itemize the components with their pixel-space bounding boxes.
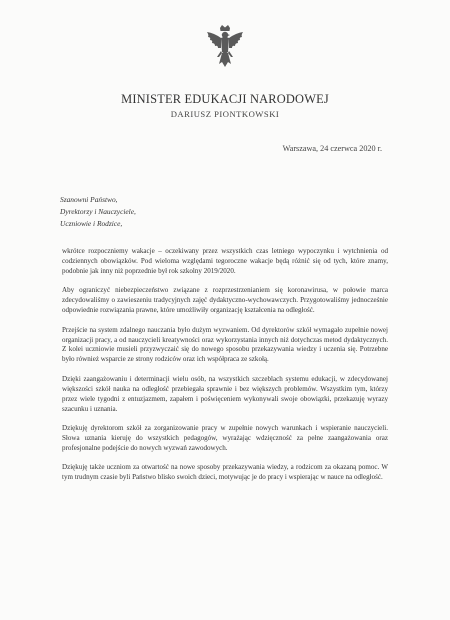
body-paragraph: Dziękuję dyrektorom szkół za zorganizowanie pracy w zupełnie nowych warunkach i wspieranie nauczycieli. Słowa uznania kieruję do wszystkich pedagogów, wyrażając wdzięczność za pełne zaangażowania oraz profesjonalne podejście do nowych wyzwań zawodowych. bbox=[62, 424, 388, 452]
body-paragraph: Dziękuję także uczniom za otwartość na nowe sposoby przekazywania wiedzy, a rodzicom za okazaną pomoc. W tym trudnym czasie byli Państwo blisko swoich dzieci, motywując je do pracy i wspierając w nauce na odległość. bbox=[62, 463, 388, 482]
body-paragraph: wkrótce rozpoczniemy wakacje – oczekiwany przez wszystkich czas letniego wypoczynku i wytchnienia od codziennych obowiązków. Pod wieloma względami tegoroczne wakacje będą różnić się od tych, które znamy, podobnie jak inny niż poprzednie był rok szkolny 2019/2020. bbox=[62, 247, 388, 275]
salutation-line: Dyrektorzy i Nauczyciele, bbox=[60, 207, 136, 216]
minister-name: DARIUSZ PIONTKOWSKI bbox=[170, 109, 280, 119]
letter-date: Warszawa, 24 czerwca 2020 r. bbox=[282, 144, 382, 153]
minister-title: MINISTER EDUKACJI NARODOWEJ bbox=[121, 92, 329, 106]
body-paragraph: Dzięki zaangażowaniu i determinacji wielu osób, na wszystkich szczeblach systemu edukacji, w zdecydowanej większości szkół nauka na odległość przebiegała sprawnie i bez większych problemów. Wszystkim tym, którzy przez wiele tygodni z entuzjazmem, zapałem i poświęceniem wykonywali swoje obowiązki, przekazuję wyrazy szacunku i uznania. bbox=[62, 374, 388, 413]
salutation-line: Uczniowie i Rodzice, bbox=[60, 219, 123, 228]
letter-body bbox=[62, 247, 388, 493]
salutation-line: Szanowni Państwo, bbox=[60, 195, 118, 204]
body-paragraph: Aby ograniczyć niebezpieczeństwo związane z rozprzestrzenianiem się koronawirusa, w połowie marca zdecydowaliśmy o zawieszeniu tradycyjnych zajęć dydaktyczno-wychowawczych. Przygotowaliśmy jednocześnie odpowiednie rozwiązania prawne, które umożliwiły organizację kształcenia na odległość. bbox=[62, 286, 388, 315]
salutation bbox=[60, 194, 260, 230]
body-paragraph: Przejście na system zdalnego nauczania było dużym wyzwaniem. Od dyrektorów szkół wymagało zupełnie nowej organizacji pracy, a od nauczycieli kreatywności oraz wykorzystania innych niż dotychczas metod dydaktycznych. Z kolei uczniowie musieli przyzwyczaić się do nowego sposobu przekazywania wiedzy i uczenia się. Potrzebne było również wsparcie ze strony rodziców oraz ich współpraca ze szkołą. bbox=[62, 325, 388, 364]
eagle-emblem-icon bbox=[204, 24, 246, 72]
